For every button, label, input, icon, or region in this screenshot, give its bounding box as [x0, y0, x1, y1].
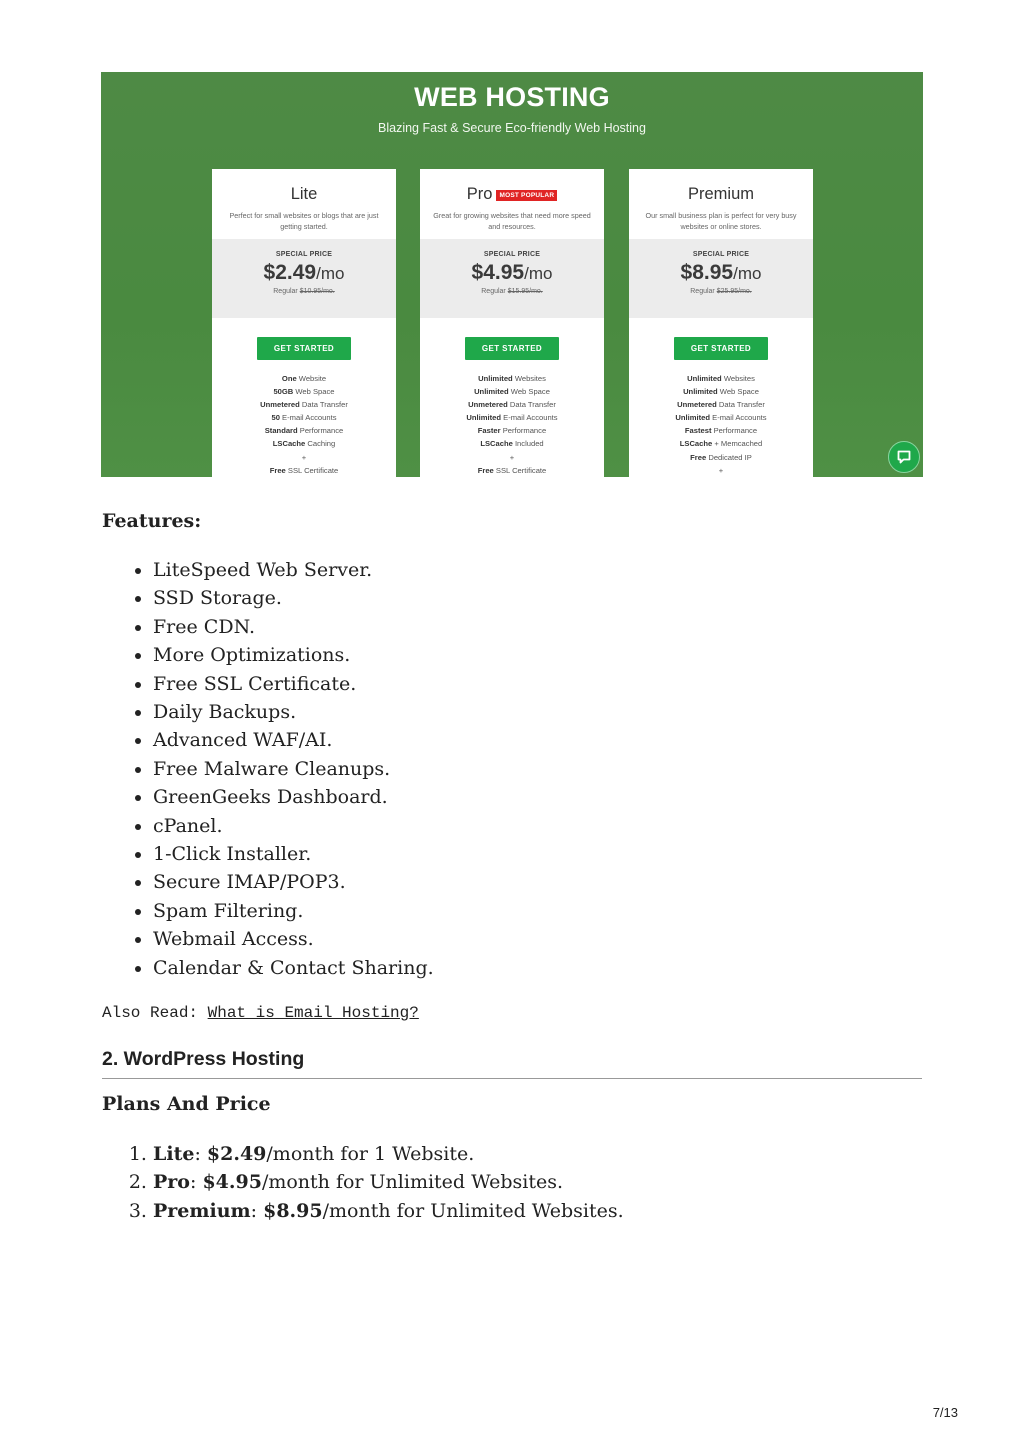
plan-features	[629, 372, 813, 477]
price-box	[212, 239, 396, 318]
plan-description: Our small business plan is perfect for very busy websites or online stores.	[645, 211, 797, 231]
list-item: • Advanced WAF/AI.	[153, 726, 434, 754]
special-price-label: SPECIAL PRICE	[275, 251, 333, 258]
plans-list	[101, 1140, 624, 1225]
section-heading: 2. WordPress Hosting	[102, 1048, 922, 1079]
plan-feature: LSCache Included	[480, 439, 544, 449]
chat-bubble-icon[interactable]	[888, 441, 920, 473]
plan-card-pro	[420, 169, 604, 477]
list-item: • Secure IMAP/POP3.	[153, 868, 434, 896]
list-item: • Free CDN.	[153, 613, 434, 641]
list-item: • Daily Backups.	[153, 698, 434, 726]
also-read: Also Read: What is Email Hosting?	[102, 1004, 419, 1022]
also-read-link[interactable]: What is Email Hosting?	[207, 1004, 419, 1022]
plan-feature: Unmetered Data Transfer	[260, 400, 348, 410]
plan-price: $8.95/mo	[680, 261, 762, 284]
plan-feature: Unmetered Data Transfer	[468, 400, 556, 410]
plan-feature: Unlimited E-mail Accounts	[675, 413, 767, 423]
chat-icon-glyph	[896, 449, 912, 465]
list-item: • LiteSpeed Web Server.	[153, 556, 434, 584]
plan-features	[420, 372, 604, 477]
list-item: • GreenGeeks Dashboard.	[153, 783, 434, 811]
plan-feature: 50GB Web Space	[273, 387, 335, 397]
list-item: 2. Pro: $4.95/month for Unlimited Websites.	[153, 1168, 624, 1196]
plan-card-premium	[629, 169, 813, 477]
plan-feature: Free SSL Certificate	[269, 465, 339, 475]
get-started-button[interactable]: GET STARTED	[257, 337, 351, 360]
list-item: • 1-Click Installer.	[153, 840, 434, 868]
list-item: • Free SSL Certificate.	[153, 670, 434, 698]
plan-feature: One Website	[281, 374, 327, 383]
most-popular-badge: MOST POPULAR	[496, 190, 557, 201]
plan-feature: Faster Performance	[477, 426, 547, 436]
plan-feature: Fastest Performance	[684, 426, 758, 436]
list-item: • More Optimizations.	[153, 641, 434, 669]
get-started-button[interactable]: GET STARTED	[674, 337, 768, 360]
list-item: 3. Premium: $8.95/month for Unlimited Websites.	[153, 1197, 624, 1225]
price-box	[629, 239, 813, 318]
plan-name: Pro	[466, 185, 493, 203]
list-item: • Webmail Access.	[153, 925, 434, 953]
plan-feature: Unlimited E-mail Accounts	[466, 413, 558, 423]
plan-feature: +	[509, 452, 515, 462]
plan-description: Perfect for small websites or blogs that are just getting started.	[229, 211, 379, 231]
list-item: • Spam Filtering.	[153, 897, 434, 925]
plan-feature: Standard Performance	[264, 426, 344, 436]
plan-feature: Unlimited Websites	[687, 374, 755, 383]
hero-subtitle: Blazing Fast & Secure Eco-friendly Web Hosting	[378, 121, 646, 135]
regular-price: Regular $15.95/mo.	[481, 288, 543, 295]
plan-feature: 50 E-mail Accounts	[271, 413, 337, 423]
plan-feature: LSCache + Memcached	[679, 439, 763, 449]
list-item: 1. Lite: $2.49/month for 1 Website.	[153, 1140, 624, 1168]
hero-title: WEB HOSTING	[414, 82, 610, 112]
list-item: • Free Malware Cleanups.	[153, 755, 434, 783]
pricing-screenshot	[101, 72, 923, 477]
plan-feature: Unlimited Websites	[478, 374, 546, 383]
plan-features	[212, 372, 396, 477]
plan-price: $2.49/mo	[263, 261, 345, 284]
plan-feature: LSCache Caching	[272, 439, 336, 449]
plan-feature: Free Dedicated IP	[690, 452, 752, 462]
plan-feature: +	[301, 452, 307, 462]
plan-description: Great for growing websites that need more speed and resources.	[433, 211, 591, 231]
page-number: 7/13	[932, 1405, 958, 1420]
plan-price: $4.95/mo	[471, 261, 553, 284]
list-item: • Calendar & Contact Sharing.	[153, 954, 434, 982]
list-item: • cPanel.	[153, 812, 434, 840]
plan-name: Premium	[687, 185, 754, 203]
features-list	[101, 556, 434, 982]
regular-price: Regular $10.95/mo.	[273, 288, 335, 295]
plans-heading: Plans And Price	[102, 1093, 271, 1115]
special-price-label: SPECIAL PRICE	[692, 251, 750, 258]
plan-feature: Unmetered Data Transfer	[677, 400, 765, 410]
regular-price: Regular $25.95/mo.	[690, 288, 752, 295]
special-price-label: SPECIAL PRICE	[483, 251, 541, 258]
plan-card-lite	[212, 169, 396, 477]
features-heading: Features:	[102, 510, 202, 532]
plan-feature: Unlimited Web Space	[474, 387, 550, 397]
get-started-button[interactable]: GET STARTED	[465, 337, 559, 360]
plan-feature: Free SSL Certificate	[477, 465, 547, 475]
list-item: • SSD Storage.	[153, 584, 434, 612]
price-box	[420, 239, 604, 318]
plan-feature: Unlimited Web Space	[683, 387, 759, 397]
plan-name: Lite	[290, 185, 318, 203]
plan-feature: +	[718, 465, 724, 475]
